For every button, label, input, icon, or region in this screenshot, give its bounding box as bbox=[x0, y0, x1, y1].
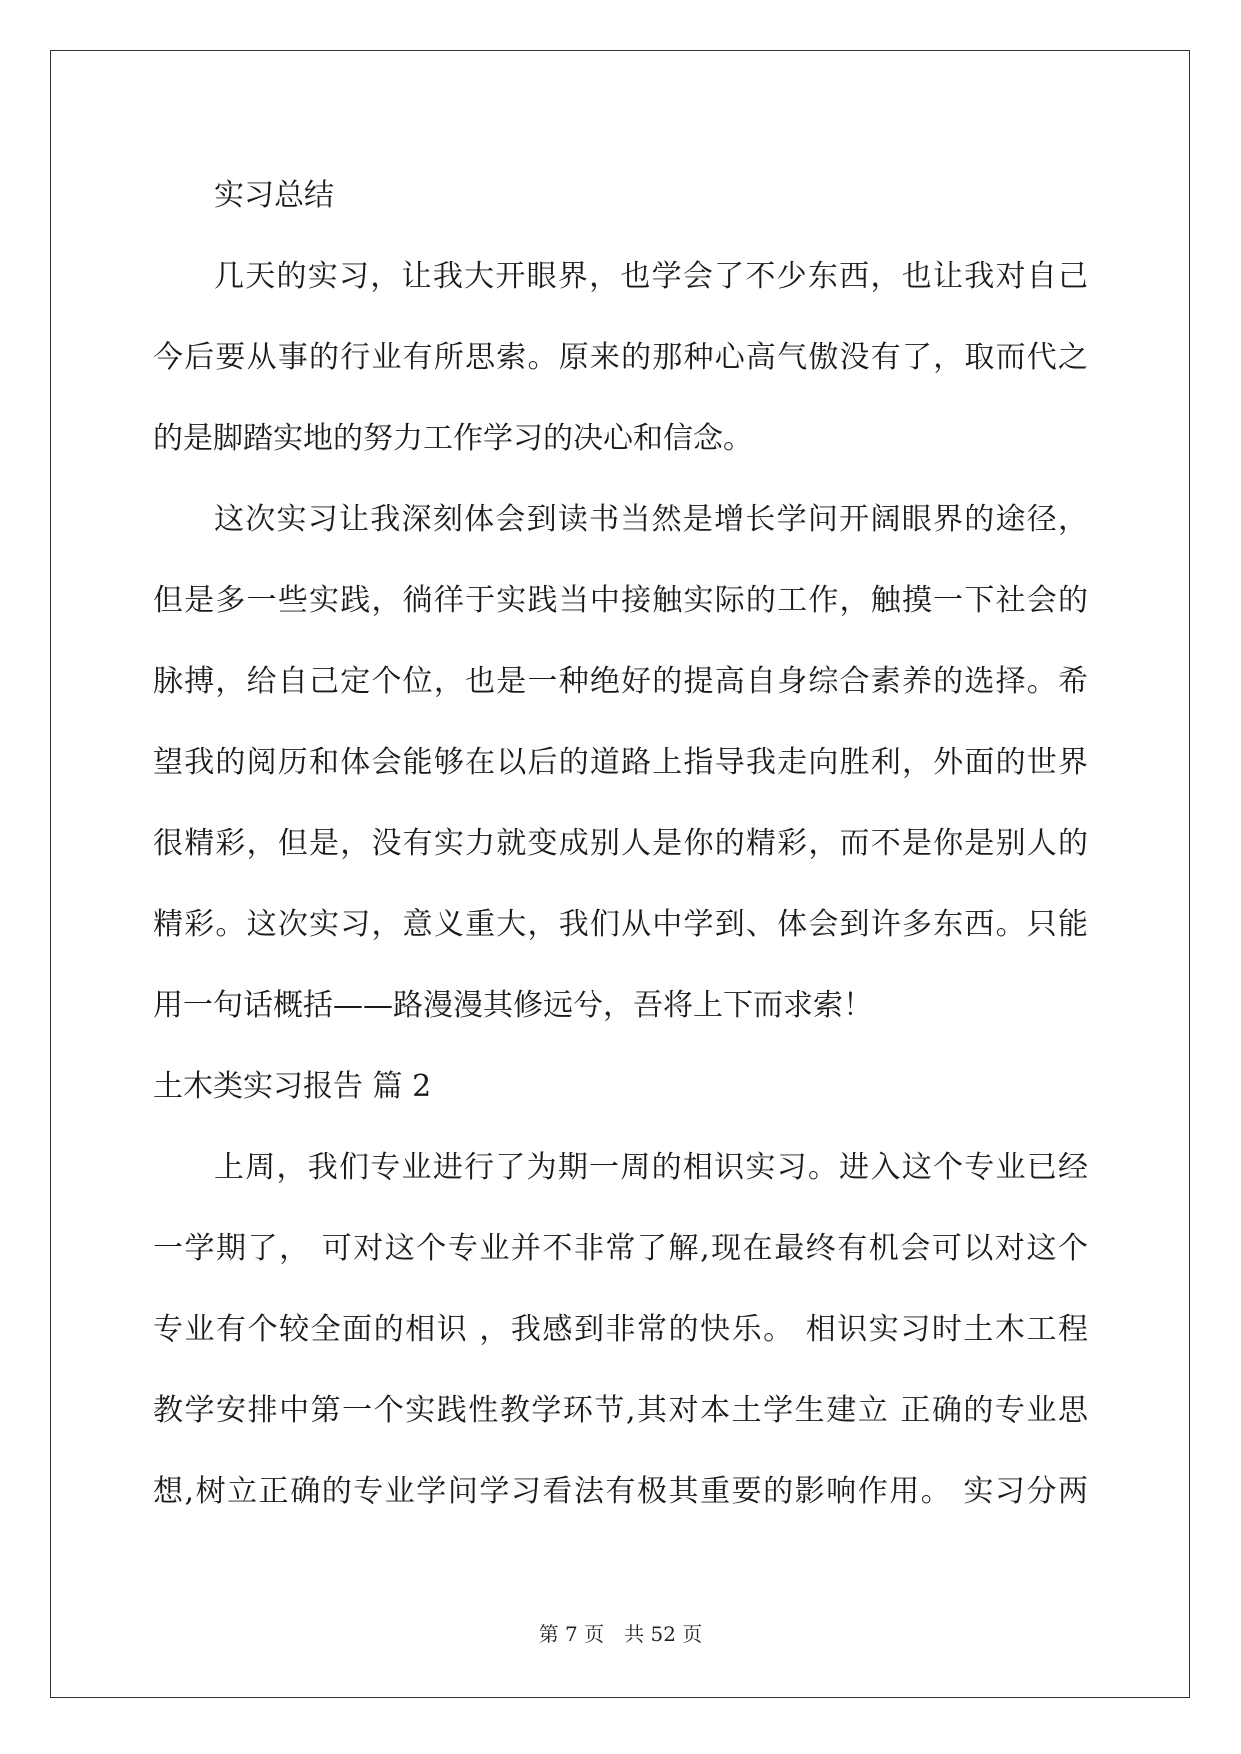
page-footer bbox=[0, 1618, 1241, 1647]
text-line: 实习总结 bbox=[214, 178, 334, 213]
text-line: 这次实习让我深刻体会到读书当然是增长学问开阔眼界的途径， bbox=[214, 502, 1088, 537]
text-line: 一学期了， 可对这个专业并不非常了解,现在最终有机会可以对这个 bbox=[153, 1231, 1088, 1266]
text-line: 的是脚踏实地的努力工作学习的决心和信念。 bbox=[153, 421, 753, 456]
page-total: 共 52 页 bbox=[624, 1622, 703, 1646]
document-body bbox=[153, 162, 1088, 1539]
section-heading: 土木类实习报告 篇 2 bbox=[153, 1069, 432, 1104]
text-line: 精彩。这次实习，意义重大，我们从中学到、体会到许多东西。只能 bbox=[153, 907, 1088, 942]
text-line: 用一句话概括——路漫漫其修远兮，吾将上下而求索！ bbox=[153, 988, 873, 1023]
text-line: 很精彩，但是，没有实力就变成别人是你的精彩，而不是你是别人的 bbox=[153, 826, 1088, 861]
text-line: 上周，我们专业进行了为期一周的相识实习。进入这个专业已经 bbox=[214, 1150, 1088, 1185]
text-line: 望我的阅历和体会能够在以后的道路上指导我走向胜利，外面的世界 bbox=[153, 745, 1088, 780]
text-line: 但是多一些实践，徜徉于实践当中接触实际的工作，触摸一下社会的 bbox=[153, 583, 1088, 618]
page-number: 第 7 页 bbox=[538, 1622, 605, 1646]
text-line: 脉搏，给自己定个位，也是一种绝好的提高自身综合素养的选择。希 bbox=[153, 664, 1088, 699]
text-line: 几天的实习，让我大开眼界，也学会了不少东西，也让我对自己 bbox=[214, 259, 1088, 294]
text-line: 想,树立正确的专业学问学习看法有极其重要的影响作用。 实习分两 bbox=[153, 1474, 1088, 1509]
text-line: 专业有个较全面的相识 ，我感到非常的快乐。 相识实习时土木工程 bbox=[153, 1312, 1088, 1347]
text-line: 教学安排中第一个实践性教学环节,其对本土学生建立 正确的专业思 bbox=[153, 1393, 1088, 1428]
text-line: 今后要从事的行业有所思索。原来的那种心高气傲没有了，取而代之 bbox=[153, 340, 1088, 375]
